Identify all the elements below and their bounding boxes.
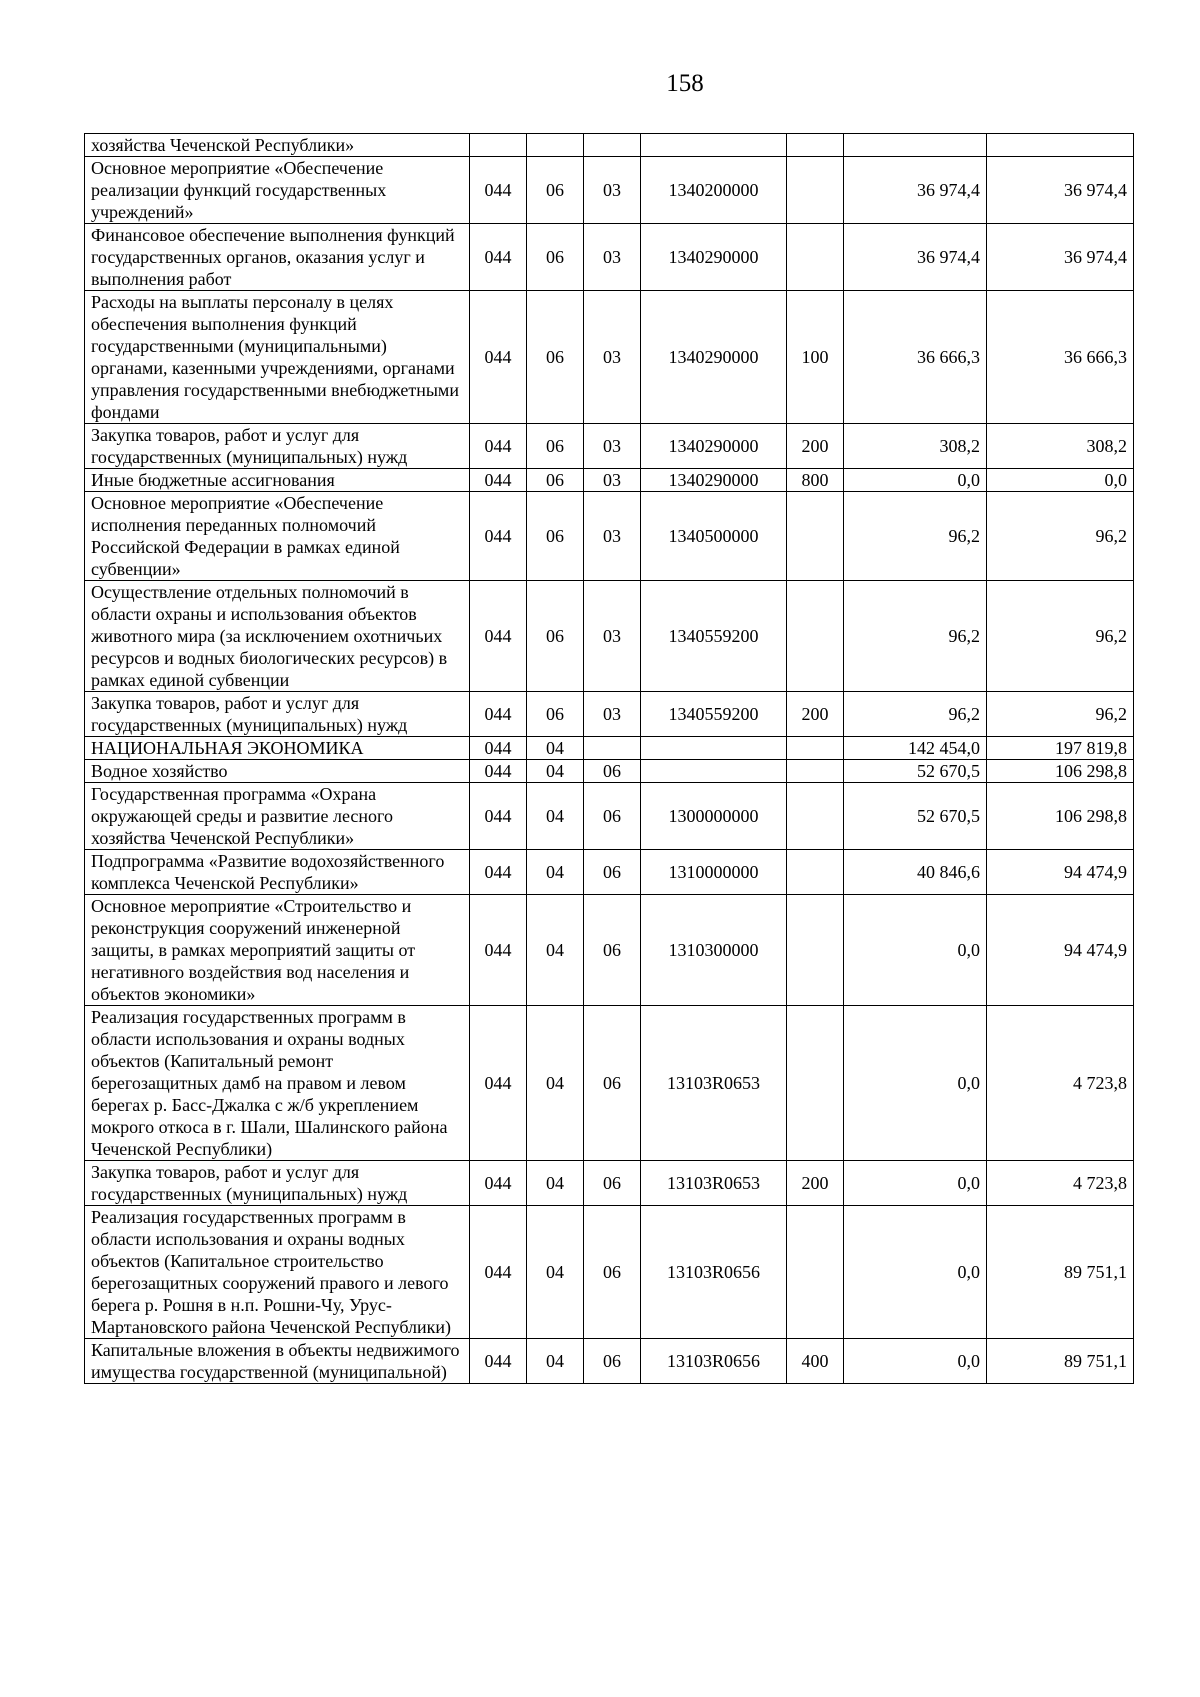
item-name-cell: Осуществление отдельных полномочий в области охраны и использования объектов животного мира (за исключением охотничьих ресурсов и водных биологических ресурсов) в рамках единой субвенции — [85, 581, 470, 692]
expense-type-cell — [787, 850, 844, 895]
target-article-cell: 1310000000 — [641, 850, 787, 895]
subsection-code-cell: 03 — [584, 469, 641, 492]
budget-table — [84, 133, 1134, 1384]
table-row — [85, 895, 1134, 1006]
table-row — [85, 850, 1134, 895]
amount-year1-cell: 52 670,5 — [844, 760, 987, 783]
section-code-cell: 06 — [527, 157, 584, 224]
item-name-cell: Основное мероприятие «Строительство и реконструкция сооружений инженерной защиты, в рамках мероприятий защиты от негативного воздействия вод населения и объектов экономики» — [85, 895, 470, 1006]
table-row — [85, 224, 1134, 291]
subsection-code-cell: 06 — [584, 1006, 641, 1161]
table-row — [85, 157, 1134, 224]
grbs-code-cell — [470, 134, 527, 157]
grbs-code-cell: 044 — [470, 1006, 527, 1161]
target-article-cell: 13103R0656 — [641, 1206, 787, 1339]
expense-type-cell: 200 — [787, 424, 844, 469]
section-code-cell: 04 — [527, 760, 584, 783]
grbs-code-cell: 044 — [470, 783, 527, 850]
amount-year1-cell: 96,2 — [844, 692, 987, 737]
item-name-cell: Реализация государственных программ в области использования и охраны водных объектов (Капитальный ремонт берегозащитных дамб на правом и левом берегах р. Басс-Джалка с ж/б укреплением мокрого откоса в г. Шали, Шалинского района Чеченской Республики) — [85, 1006, 470, 1161]
expense-type-cell — [787, 760, 844, 783]
target-article-cell: 1340200000 — [641, 157, 787, 224]
item-name-cell: Основное мероприятие «Обеспечение реализации функций государственных учреждений» — [85, 157, 470, 224]
amount-year2-cell: 94 474,9 — [987, 895, 1134, 1006]
table-row — [85, 1206, 1134, 1339]
item-name-cell: Расходы на выплаты персоналу в целях обеспечения выполнения функций государственными (муниципальными) органами, казенными учреждениями, органами управления государственными внебюджетными фондами — [85, 291, 470, 424]
expense-type-cell: 200 — [787, 692, 844, 737]
subsection-code-cell: 06 — [584, 760, 641, 783]
target-article-cell: 1340290000 — [641, 469, 787, 492]
subsection-code-cell: 03 — [584, 424, 641, 469]
amount-year2-cell: 0,0 — [987, 469, 1134, 492]
subsection-code-cell: 06 — [584, 1161, 641, 1206]
amount-year2-cell: 94 474,9 — [987, 850, 1134, 895]
amount-year2-cell: 96,2 — [987, 692, 1134, 737]
amount-year2-cell: 89 751,1 — [987, 1206, 1134, 1339]
grbs-code-cell: 044 — [470, 224, 527, 291]
section-code-cell: 04 — [527, 737, 584, 760]
section-code-cell: 04 — [527, 850, 584, 895]
target-article-cell — [641, 134, 787, 157]
grbs-code-cell: 044 — [470, 157, 527, 224]
amount-year2-cell: 4 723,8 — [987, 1161, 1134, 1206]
item-name-cell: Основное мероприятие «Обеспечение исполнения переданных полномочий Российской Федерации в рамках единой субвенции» — [85, 492, 470, 581]
amount-year2-cell: 4 723,8 — [987, 1006, 1134, 1161]
expense-type-cell: 200 — [787, 1161, 844, 1206]
grbs-code-cell: 044 — [470, 895, 527, 1006]
amount-year1-cell: 36 974,4 — [844, 224, 987, 291]
section-code-cell: 06 — [527, 692, 584, 737]
target-article-cell: 13103R0653 — [641, 1161, 787, 1206]
grbs-code-cell: 044 — [470, 492, 527, 581]
item-name-cell: НАЦИОНАЛЬНАЯ ЭКОНОМИКА — [85, 737, 470, 760]
expense-type-cell — [787, 895, 844, 1006]
expense-type-cell — [787, 783, 844, 850]
section-code-cell: 04 — [527, 783, 584, 850]
subsection-code-cell — [584, 737, 641, 760]
target-article-cell — [641, 737, 787, 760]
amount-year1-cell: 40 846,6 — [844, 850, 987, 895]
amount-year2-cell: 308,2 — [987, 424, 1134, 469]
amount-year2-cell: 106 298,8 — [987, 760, 1134, 783]
subsection-code-cell: 03 — [584, 581, 641, 692]
table-row — [85, 760, 1134, 783]
amount-year1-cell: 308,2 — [844, 424, 987, 469]
amount-year1-cell: 0,0 — [844, 1161, 987, 1206]
expense-type-cell — [787, 224, 844, 291]
subsection-code-cell: 03 — [584, 291, 641, 424]
item-name-cell: Иные бюджетные ассигнования — [85, 469, 470, 492]
amount-year2-cell: 197 819,8 — [987, 737, 1134, 760]
table-row — [85, 1006, 1134, 1161]
amount-year2-cell: 96,2 — [987, 581, 1134, 692]
section-code-cell: 06 — [527, 224, 584, 291]
item-name-cell: Капитальные вложения в объекты недвижимого имущества государственной (муниципальной) — [85, 1339, 470, 1384]
item-name-cell: Закупка товаров, работ и услуг для государственных (муниципальных) нужд — [85, 424, 470, 469]
table-row — [85, 424, 1134, 469]
section-code-cell: 04 — [527, 1206, 584, 1339]
subsection-code-cell: 06 — [584, 1339, 641, 1384]
item-name-cell: Реализация государственных программ в области использования и охраны водных объектов (Капитальное строительство берегозащитных сооружений правого и левого берега р. Рошня в н.п. Рошни-Чу, Урус-Мартановского района Чеченской Республики) — [85, 1206, 470, 1339]
subsection-code-cell: 06 — [584, 895, 641, 1006]
table-row — [85, 492, 1134, 581]
target-article-cell: 1340500000 — [641, 492, 787, 581]
table-row — [85, 783, 1134, 850]
expense-type-cell — [787, 581, 844, 692]
expense-type-cell — [787, 157, 844, 224]
section-code-cell: 06 — [527, 291, 584, 424]
target-article-cell: 1300000000 — [641, 783, 787, 850]
table-row — [85, 134, 1134, 157]
section-code-cell: 04 — [527, 1339, 584, 1384]
page-number: 158 — [666, 70, 704, 97]
section-code-cell: 06 — [527, 492, 584, 581]
amount-year1-cell: 0,0 — [844, 1206, 987, 1339]
grbs-code-cell: 044 — [470, 737, 527, 760]
item-name-cell: Водное хозяйство — [85, 760, 470, 783]
section-code-cell: 06 — [527, 424, 584, 469]
item-name-cell: Закупка товаров, работ и услуг для государственных (муниципальных) нужд — [85, 692, 470, 737]
item-name-cell: Финансовое обеспечение выполнения функций государственных органов, оказания услуг и выполнения работ — [85, 224, 470, 291]
grbs-code-cell: 044 — [470, 424, 527, 469]
grbs-code-cell: 044 — [470, 469, 527, 492]
amount-year1-cell: 36 974,4 — [844, 157, 987, 224]
section-code-cell: 06 — [527, 469, 584, 492]
item-name-cell: Закупка товаров, работ и услуг для государственных (муниципальных) нужд — [85, 1161, 470, 1206]
grbs-code-cell: 044 — [470, 1206, 527, 1339]
amount-year1-cell: 0,0 — [844, 1006, 987, 1161]
table-row — [85, 1161, 1134, 1206]
grbs-code-cell: 044 — [470, 1339, 527, 1384]
table-row — [85, 291, 1134, 424]
amount-year2-cell: 36 974,4 — [987, 224, 1134, 291]
item-name-cell: хозяйства Чеченской Республики» — [85, 134, 470, 157]
subsection-code-cell: 06 — [584, 1206, 641, 1339]
subsection-code-cell: 06 — [584, 783, 641, 850]
target-article-cell — [641, 760, 787, 783]
section-code-cell: 04 — [527, 895, 584, 1006]
table-row — [85, 581, 1134, 692]
grbs-code-cell: 044 — [470, 291, 527, 424]
grbs-code-cell: 044 — [470, 850, 527, 895]
expense-type-cell — [787, 737, 844, 760]
amount-year1-cell: 96,2 — [844, 581, 987, 692]
item-name-cell: Государственная программа «Охрана окружающей среды и развитие лесного хозяйства Чеченской Республики» — [85, 783, 470, 850]
grbs-code-cell: 044 — [470, 692, 527, 737]
target-article-cell: 13103R0656 — [641, 1339, 787, 1384]
amount-year2-cell: 36 974,4 — [987, 157, 1134, 224]
amount-year1-cell: 142 454,0 — [844, 737, 987, 760]
amount-year1-cell: 36 666,3 — [844, 291, 987, 424]
table-body — [85, 134, 1134, 1384]
amount-year2-cell: 89 751,1 — [987, 1339, 1134, 1384]
amount-year1-cell: 96,2 — [844, 492, 987, 581]
target-article-cell: 1340290000 — [641, 224, 787, 291]
section-code-cell: 04 — [527, 1161, 584, 1206]
table-row — [85, 737, 1134, 760]
subsection-code-cell: 06 — [584, 850, 641, 895]
target-article-cell: 1310300000 — [641, 895, 787, 1006]
expense-type-cell — [787, 492, 844, 581]
amount-year1-cell: 0,0 — [844, 1339, 987, 1384]
amount-year2-cell: 96,2 — [987, 492, 1134, 581]
grbs-code-cell: 044 — [470, 1161, 527, 1206]
amount-year2-cell — [987, 134, 1134, 157]
table-row — [85, 469, 1134, 492]
expense-type-cell: 100 — [787, 291, 844, 424]
table-row — [85, 1339, 1134, 1384]
amount-year1-cell: 52 670,5 — [844, 783, 987, 850]
subsection-code-cell — [584, 134, 641, 157]
target-article-cell: 1340290000 — [641, 424, 787, 469]
target-article-cell: 13103R0653 — [641, 1006, 787, 1161]
target-article-cell: 1340290000 — [641, 291, 787, 424]
amount-year1-cell: 0,0 — [844, 895, 987, 1006]
item-name-cell: Подпрограмма «Развитие водохозяйственного комплекса Чеченской Республики» — [85, 850, 470, 895]
amount-year2-cell: 106 298,8 — [987, 783, 1134, 850]
amount-year1-cell — [844, 134, 987, 157]
subsection-code-cell: 03 — [584, 224, 641, 291]
expense-type-cell — [787, 1006, 844, 1161]
expense-type-cell — [787, 1206, 844, 1339]
section-code-cell — [527, 134, 584, 157]
amount-year1-cell: 0,0 — [844, 469, 987, 492]
section-code-cell: 04 — [527, 1006, 584, 1161]
subsection-code-cell: 03 — [584, 157, 641, 224]
section-code-cell: 06 — [527, 581, 584, 692]
subsection-code-cell: 03 — [584, 492, 641, 581]
target-article-cell: 1340559200 — [641, 581, 787, 692]
table-row — [85, 692, 1134, 737]
expense-type-cell: 800 — [787, 469, 844, 492]
grbs-code-cell: 044 — [470, 760, 527, 783]
subsection-code-cell: 03 — [584, 692, 641, 737]
expense-type-cell: 400 — [787, 1339, 844, 1384]
grbs-code-cell: 044 — [470, 581, 527, 692]
expense-type-cell — [787, 134, 844, 157]
target-article-cell: 1340559200 — [641, 692, 787, 737]
amount-year2-cell: 36 666,3 — [987, 291, 1134, 424]
